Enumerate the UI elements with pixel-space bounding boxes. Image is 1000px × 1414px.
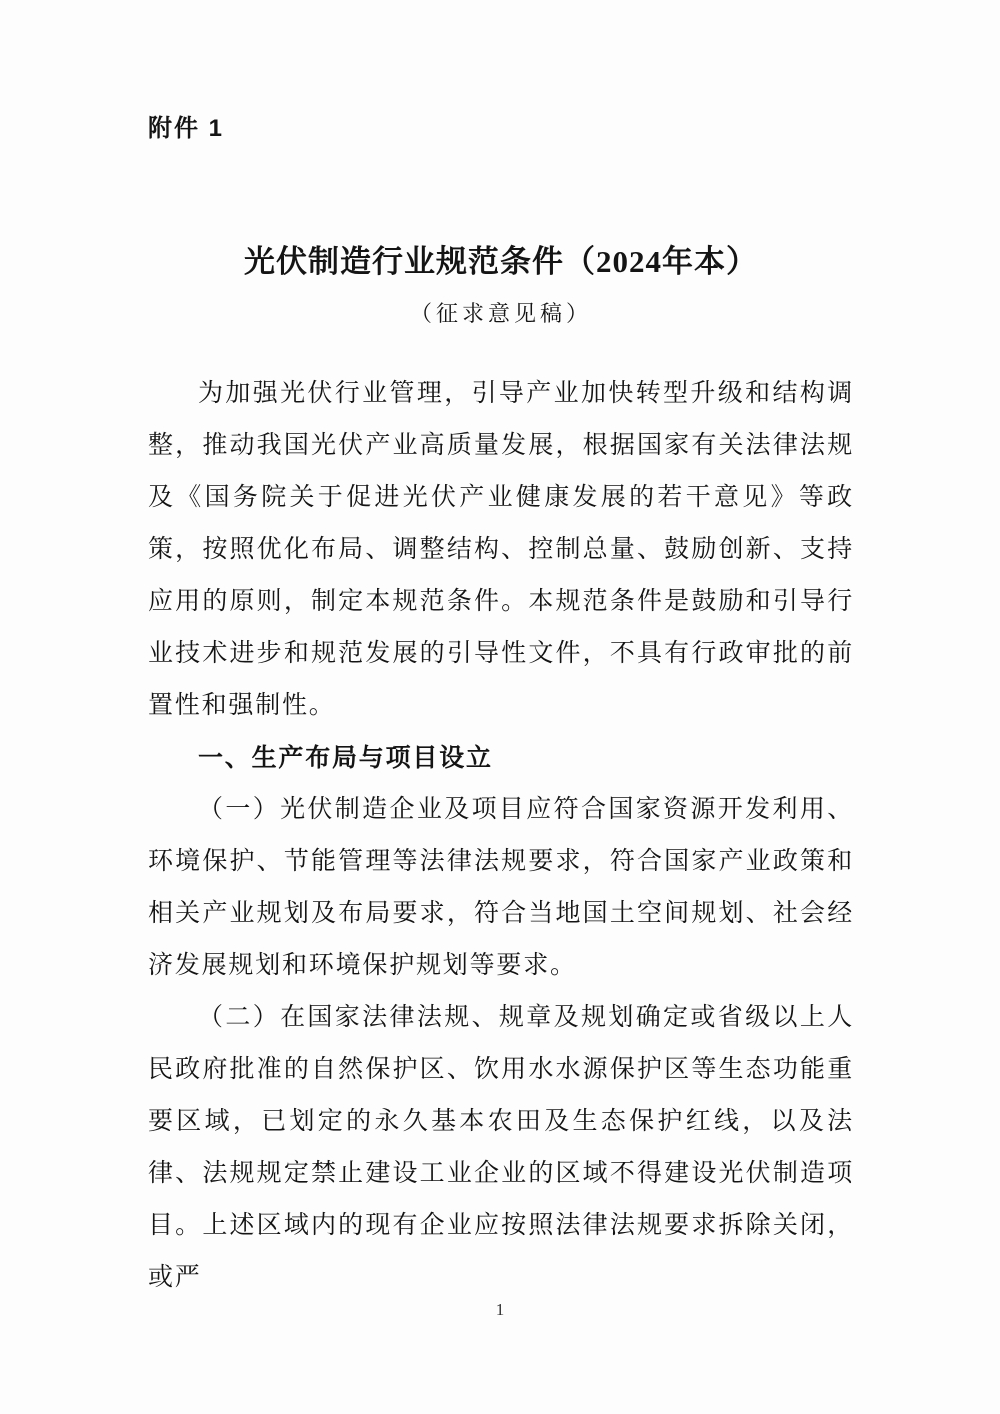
document-body	[148, 368, 854, 1304]
attachment-label: 附件 1	[148, 115, 225, 142]
section-1-heading: 一、生产布局与项目设立	[198, 744, 493, 772]
document-title: 光伏制造行业规范条件（2024年本）	[244, 244, 758, 279]
page-number: 1	[495, 1300, 505, 1319]
document-subtitle: （征求意见稿）	[409, 301, 592, 326]
intro-paragraph: 为加强光伏行业管理，引导产业加快转型升级和结构调整，推动我国光伏产业高质量发展，根据国家有关法律法规及《国务院关于促进光伏产业健康发展的若干意见》等政策，按照优化布局、调整结构、控制总量、鼓励创新、支持应用的原则，制定本规范条件。本规范条件是鼓励和引导行业技术进步和规范发展的引导性文件，不具有行政审批的前置性和强制性。	[148, 380, 854, 719]
section-paragraph: （一）光伏制造企业及项目应符合国家资源开发利用、环境保护、节能管理等法律法规要求，符合国家产业政策和相关产业规划及布局要求，符合当地国土空间规划、社会经济发展规划和环境保护规划等要求。	[148, 796, 854, 979]
section-paragraph: （二）在国家法律法规、规章及规划确定或省级以上人民政府批准的自然保护区、饮用水水源保护区等生态功能重要区域，已划定的永久基本农田及生态保护红线，以及法律、法规规定禁止建设工业企业的区域不得建设光伏制造项目。上述区域内的现有企业应按照法律法规要求拆除关闭，或严	[148, 1004, 854, 1291]
